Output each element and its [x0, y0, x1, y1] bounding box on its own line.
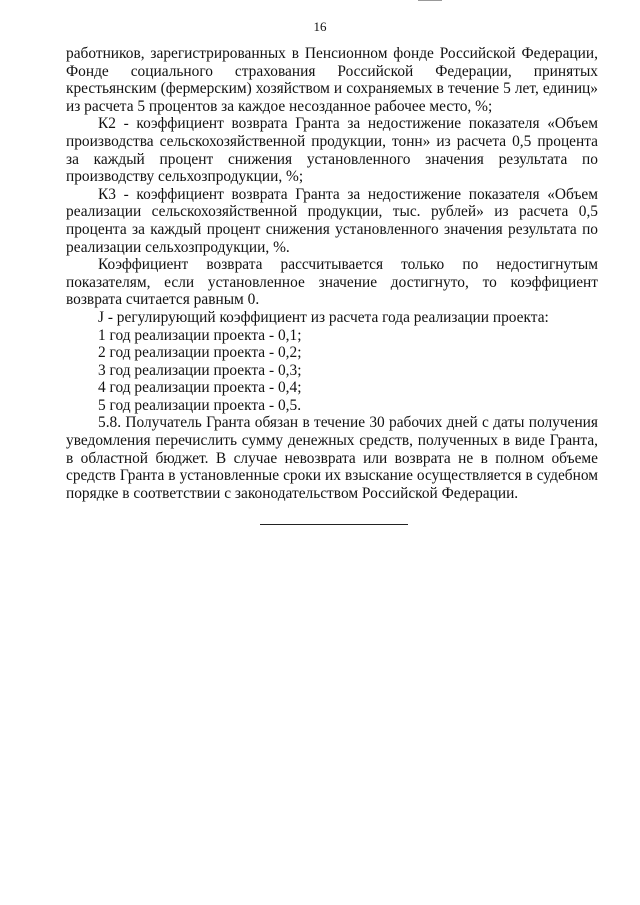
paragraph-5-8: 5.8. Получатель Гранта обязан в течение 30 рабочих дней с даты получения уведомления перечислить сумму денежных средств, полученных в виде Гранта, в областной бюджет. В случае невозврата или возврата не в полном объеме средств Гранта в установленные сроки их взыскание осуществляется в судебном порядке в соответствии с законодательством Российской Федерации.: [66, 414, 598, 502]
list-item-year-5: 5 год реализации проекта - 0,5.: [98, 396, 302, 414]
scan-edge-mark: [418, 0, 442, 1]
list-item-year-4: 4 год реализации проекта - 0,4;: [98, 379, 302, 397]
list-item-year-2: 2 год реализации проекта - 0,2;: [98, 344, 302, 362]
list-item-year-1: 1 год реализации проекта - 0,1;: [98, 326, 302, 344]
paragraph-k3: К3 - коэффициент возврата Гранта за недостижение показателя «Объем реализации сельскохозяйственной продукции, тыс. рублей» из расчета 0,5 процента за каждый процент снижения установленного значения результата по реализации сельхозпродукции, %.: [66, 185, 598, 256]
paragraph-coefficient-note: Коэффициент возврата рассчитывается только по недостигнутым показателям, если установленное значение достигнуто, то коэффициент возврата считается равным 0.: [66, 256, 598, 309]
paragraph-j-coefficient: J - регулирующий коэффициент из расчета года реализации проекта:: [98, 308, 549, 326]
paragraph-continuation: работников, зарегистрированных в Пенсионном фонде Российской Федерации, Фонде социального страхования Российской Федерации, принятых крестьянским (фермерским) хозяйством и сохраняемых в течение 5 лет, единиц» из расчета 5 процентов за каждое несозданное рабочее место, %;: [66, 45, 598, 115]
closing-separator-line: [260, 524, 408, 525]
paragraph-k2: К2 - коэффициент возврата Гранта за недостижение показателя «Объем производства сельскохозяйственной продукции, тонн» из расчета 0,5 процента за каждый процент снижения установленного значения результата по производству сельхозпродукции, %;: [66, 115, 598, 186]
list-item-year-3: 3 год реализации проекта - 0,3;: [98, 361, 302, 379]
page-number: 16: [313, 19, 327, 34]
document-body: [66, 45, 598, 502]
